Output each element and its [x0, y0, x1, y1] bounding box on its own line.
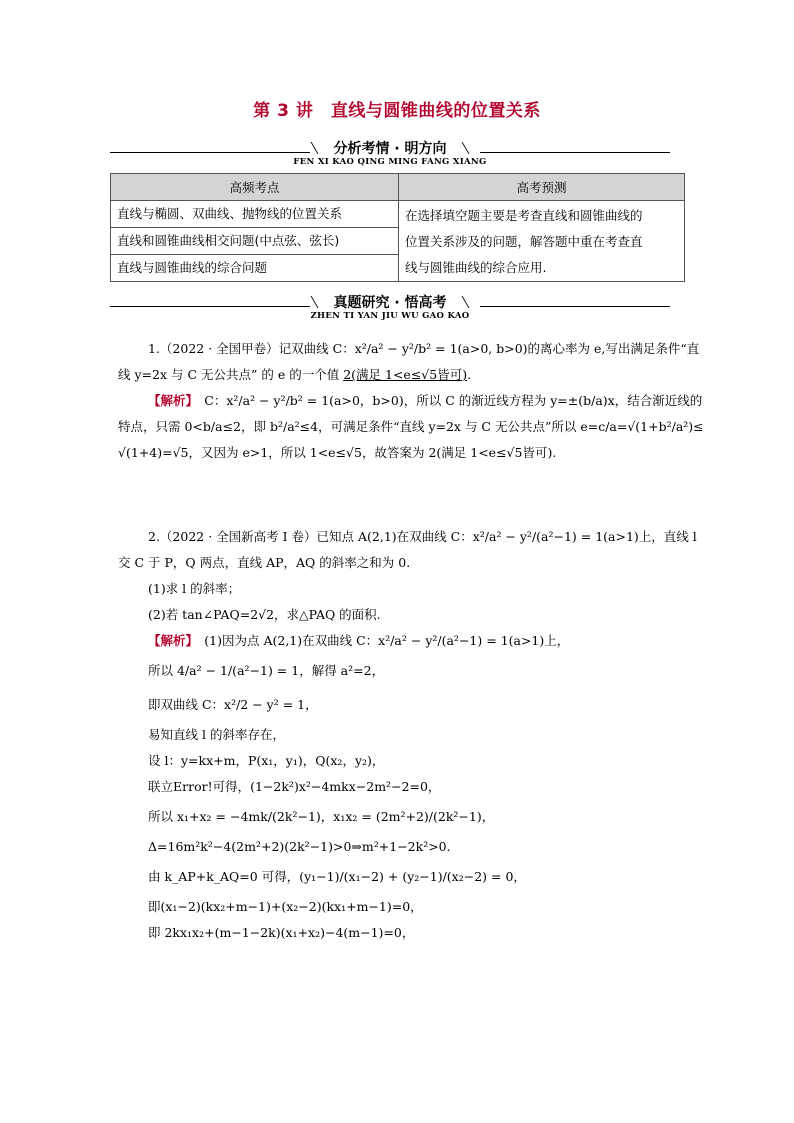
section-banner-analysis	[110, 140, 670, 168]
section-heading: 分析考情 · 明方向	[333, 141, 447, 157]
problem-text: .	[467, 367, 472, 382]
section-banner-research	[110, 294, 670, 322]
section-heading: 真题研究 · 悟高考	[333, 295, 447, 311]
forecast-line: 线与圆锥曲线的综合应用.	[405, 260, 547, 275]
analysis-label: 【解析】	[148, 633, 192, 648]
table-header-topics: 高频考点	[111, 174, 399, 201]
solution-line: 易知直线 l 的斜率存在，	[148, 727, 285, 742]
solution-line: 即 2kx₁x₂+(m−1−2k)(x₁+x₂)−4(m−1)=0，	[148, 925, 415, 940]
answer-blank: 2(满足 1<e≤√5皆可)	[343, 367, 468, 382]
problem-text: 线 y=2x 与 C 无公共点” 的 e 的一个值	[118, 367, 340, 382]
topic-cell: 直线与圆锥曲线的综合问题	[111, 255, 399, 282]
topic-cell: 直线与椭圆、双曲线、抛物线的位置关系	[111, 201, 399, 228]
page-title: 第 3 讲 直线与圆锥曲线的位置关系	[253, 101, 541, 121]
topic-cell: 直线和圆锥曲线相交问题(中点弦、弦长)	[111, 228, 399, 255]
solution-line	[118, 388, 703, 414]
forecast-line: 在选择填空题主要是考查直线和圆锥曲线的	[405, 208, 643, 223]
solution-text: C：x²/a² − y²/b² = 1(a>0，b>0)，所以 C 的渐近线方程为 y=±(b/a)x，结合渐近线的	[204, 393, 703, 408]
solution-line: 即(x₁−2)(kx₂+m−1)+(x₂−2)(kx₁+m−1)=0，	[148, 899, 423, 914]
question-line: (2)若 tan∠PAQ=2√2，求△PAQ 的面积.	[148, 607, 381, 622]
problem-line	[118, 362, 678, 388]
solution-line: √(1+4)=√5，又因为 e>1，所以 1<e≤√5，故答案为 2(满足 1<e≤√5皆可).	[118, 445, 557, 460]
question-line: (1)求 l 的斜率；	[148, 581, 241, 596]
solution-line: 设 l：y=kx+m，P(x₁，y₁)，Q(x₂，y₂)，	[148, 753, 385, 768]
table-header-forecast: 高考预测	[399, 174, 685, 201]
banner-rule-right	[480, 152, 670, 153]
problem-2	[118, 524, 697, 946]
exam-analysis-table	[110, 173, 685, 282]
solution-line: 特点，只需 0<b/a≤2，即 b²/a²≤4，可满足条件“直线 y=2x 与 C 无公共点”所以 e=c/a=√(1+b²/a²)≤	[118, 419, 704, 434]
section-pinyin: ZHEN TI YAN JIU WU GAO KAO	[310, 311, 470, 321]
analysis-label: 【解析】	[148, 393, 192, 408]
solution-line: Δ=16m²k²−4(2m²+2)(2k²−1)>0⇒m²+1−2k²>0.	[148, 839, 451, 854]
section-pinyin: FEN XI KAO QING MING FANG XIANG	[293, 157, 487, 167]
solution-line: 由 k_AP+k_AQ=0 可得，(y₁−1)/(x₁−2) + (y₂−1)/(x₂−2) = 0，	[148, 869, 526, 884]
banner-rule-right	[480, 306, 670, 307]
solution-text: (1)因为点 A(2,1)在双曲线 C：x²/a² − y²/(a²−1) = 1(a>1)上，	[204, 633, 570, 648]
problem-line: 1.（2022 · 全国甲卷）记双曲线 C：x²/a² − y²/b² = 1(a>0, b>0)的离心率为 e,写出满足条件“直	[148, 341, 700, 356]
problem-line: 2.（2022 · 全国新高考 I 卷）已知点 A(2,1)在双曲线 C：x²/a² − y²/(a²−1) = 1(a>1)上，直线 l	[148, 529, 697, 544]
solution-line: 所以 x₁+x₂ = −4mk/(2k²−1)，x₁x₂ = (2m²+2)/(2k²−1)，	[148, 809, 495, 824]
forecast-cell	[399, 201, 685, 282]
solution-line: 即双曲线 C：x²/2 − y² = 1，	[148, 697, 318, 712]
solution-line	[118, 628, 678, 654]
solution-line: 所以 4/a² − 1/(a²−1) = 1，解得 a²=2，	[148, 663, 385, 678]
problem-line: 交 C 于 P，Q 两点，直线 AP，AQ 的斜率之和为 0.	[118, 555, 411, 570]
forecast-line: 位置关系涉及的问题，解答题中重在考查直	[405, 234, 643, 249]
solution-line: 联立Error!可得，(1−2k²)x²−4mkx−2m²−2=0，	[148, 779, 441, 794]
problem-1	[118, 336, 704, 466]
